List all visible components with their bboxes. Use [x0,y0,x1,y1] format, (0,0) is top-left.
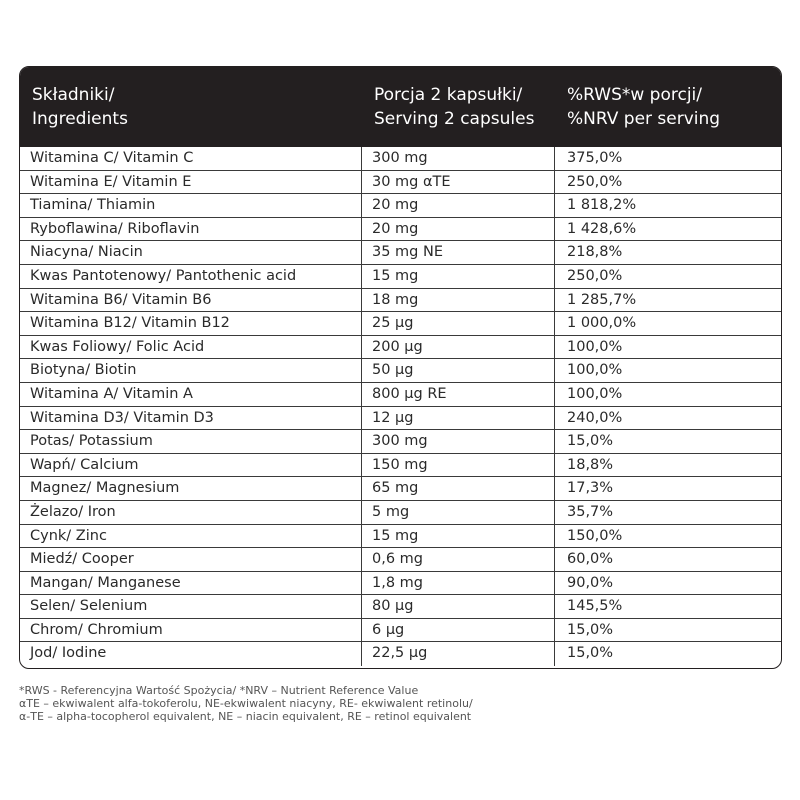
ingredient-cell: Miedź/ Cooper [20,548,362,571]
nrv-cell: 90,0% [567,574,614,591]
table-row [20,525,781,549]
table-row [20,194,781,218]
serving-cell: 150 mg [362,454,555,477]
serving-cell: 200 µg [362,336,555,359]
table-row [20,241,781,265]
nrv-cell: 35,7% [567,503,614,520]
ingredient-cell: Witamina B12/ Vitamin B12 [20,312,362,335]
ingredient-cell: Ryboflawina/ Riboflavin [20,218,362,241]
serving-cell: 20 mg [362,218,555,241]
serving-cell: 35 mg NE [362,241,555,264]
serving-cell: 22,5 µg [362,642,555,666]
header-serving-line2: Serving 2 capsules [374,109,535,129]
serving-cell: 300 mg [362,147,555,170]
nrv-cell: 1 285,7% [567,291,637,308]
nrv-cell: 150,0% [567,527,623,544]
serving-cell: 80 µg [362,595,555,618]
table-row [20,336,781,360]
table-row [20,619,781,643]
nrv-cell: 1 000,0% [567,315,637,332]
ingredient-cell: Witamina D3/ Vitamin D3 [20,407,362,430]
ingredient-cell: Cynk/ Zinc [20,525,362,548]
table-row [20,595,781,619]
nrv-cell: 15,0% [567,621,614,638]
table-row [20,572,781,596]
ingredient-cell: Magnez/ Magnesium [20,477,362,500]
serving-cell: 300 mg [362,430,555,453]
nrv-cell: 100,0% [567,362,623,379]
table-row [20,359,781,383]
ingredient-cell: Selen/ Selenium [20,595,362,618]
ingredient-cell: Niacyna/ Niacin [20,241,362,264]
table-row [20,218,781,242]
header-ingredients-line1: Składniki/ [32,85,115,105]
header-nrv [555,67,781,147]
header-nrv-line2: %NRV per serving [567,109,721,129]
nrv-cell: 1 818,2% [567,197,637,214]
footnote [19,684,779,723]
serving-cell: 20 mg [362,194,555,217]
nrv-cell: 240,0% [567,409,623,426]
ingredient-cell: Żelazo/ Iron [20,501,362,524]
ingredient-cell: Witamina A/ Vitamin A [20,383,362,406]
serving-cell: 18 mg [362,289,555,312]
header-serving-line1: Porcja 2 kapsułki/ [374,85,523,105]
nrv-cell: 100,0% [567,338,623,355]
table-row [20,642,781,666]
serving-cell: 12 µg [362,407,555,430]
nrv-cell: 17,3% [567,480,614,497]
table-row [20,548,781,572]
header-nrv-line1: %RWS*w porcji/ [567,85,703,105]
table-row [20,171,781,195]
nrv-cell: 375,0% [567,150,623,166]
nutrition-table [19,66,782,669]
table-row [20,454,781,478]
serving-cell: 30 mg αTE [362,171,555,194]
ingredient-cell: Chrom/ Chromium [20,619,362,642]
ingredient-cell: Mangan/ Manganese [20,572,362,595]
header-ingredients [20,67,362,147]
ingredient-cell: Potas/ Potassium [20,430,362,453]
nrv-cell: 1 428,6% [567,220,637,237]
ingredient-cell: Biotyna/ Biotin [20,359,362,382]
serving-cell: 1,8 mg [362,572,555,595]
table-row [20,312,781,336]
footnote-line3: α-TE – alpha-tocopherol equivalent, NE – niacin equivalent, RE – retinol equivalent [19,710,472,723]
footnote-line1: *RWS - Referencyjna Wartość Spożycia/ *NRV – Nutrient Reference Value [19,684,419,697]
ingredient-cell: Witamina E/ Vitamin E [20,171,362,194]
ingredient-cell: Kwas Foliowy/ Folic Acid [20,336,362,359]
ingredient-cell: Witamina C/ Vitamin C [20,147,362,170]
table-body [20,147,781,666]
ingredient-cell: Tiamina/ Thiamin [20,194,362,217]
nrv-cell: 15,0% [567,645,614,662]
ingredient-cell: Kwas Pantotenowy/ Pantothenic acid [20,265,362,288]
serving-cell: 15 mg [362,525,555,548]
nrv-cell: 60,0% [567,551,614,568]
table-row [20,265,781,289]
serving-cell: 5 mg [362,501,555,524]
serving-cell: 65 mg [362,477,555,500]
serving-cell: 50 µg [362,359,555,382]
serving-cell: 0,6 mg [362,548,555,571]
serving-cell: 15 mg [362,265,555,288]
nrv-cell: 145,5% [567,598,623,615]
table-row [20,289,781,313]
nrv-cell: 250,0% [567,267,623,284]
nrv-cell: 250,0% [567,173,623,190]
footnote-line2: αTE – ekwiwalent alfa-tokoferolu, NE-ekwiwalent niacyny, RE- ekwiwalent retinolu/ [19,697,473,710]
serving-cell: 25 µg [362,312,555,335]
serving-cell: 6 µg [362,619,555,642]
ingredient-cell: Jod/ Iodine [20,642,362,666]
table-row [20,383,781,407]
nrv-cell: 218,8% [567,244,623,261]
table-row [20,501,781,525]
table-header [20,67,781,147]
header-serving [362,67,555,147]
table-row [20,430,781,454]
nrv-cell: 18,8% [567,456,614,473]
table-row [20,477,781,501]
header-ingredients-line2: Ingredients [32,109,128,129]
ingredient-cell: Wapń/ Calcium [20,454,362,477]
ingredient-cell: Witamina B6/ Vitamin B6 [20,289,362,312]
table-row [20,147,781,171]
nrv-cell: 100,0% [567,385,623,402]
nrv-cell: 15,0% [567,433,614,450]
table-row [20,407,781,431]
serving-cell: 800 µg RE [362,383,555,406]
